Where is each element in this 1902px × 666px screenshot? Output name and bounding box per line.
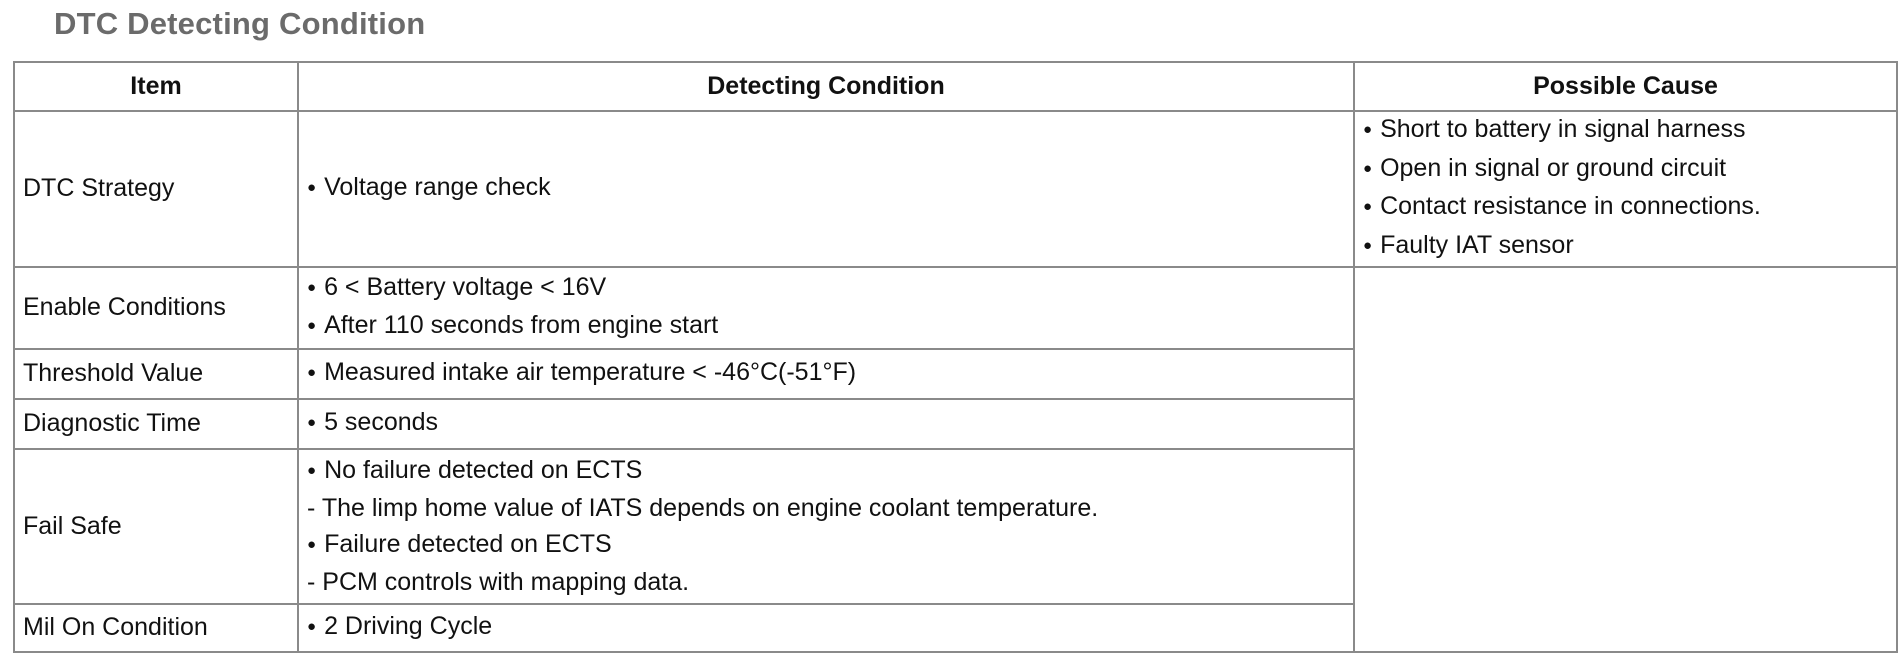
possible-cause-item: ● Short to battery in signal harness [1363,112,1888,151]
condition-line: ● Voltage range check [307,170,1345,209]
table-header-row [14,62,1897,111]
row-conditions-diagnostic-time [298,399,1354,449]
row-label-fail-safe: Fail Safe [14,449,298,604]
condition-line: ● 2 Driving Cycle [307,609,1345,648]
dtc-condition-table [13,61,1898,653]
row-conditions-enable [298,267,1354,349]
header-possible-cause: Possible Cause [1354,62,1897,111]
row-label-enable-conditions: Enable Conditions [14,267,298,349]
row-label-mil-on-condition: Mil On Condition [14,604,298,652]
condition-line: ● Measured intake air temperature < -46°C(-51°F) [307,355,1345,394]
table-row [14,267,1897,349]
condition-line: ● 5 seconds [307,405,1345,444]
row-label-dtc-strategy: DTC Strategy [14,111,298,267]
possible-cause-item: ● Open in signal or ground circuit [1363,151,1888,190]
possible-cause-empty-cell [1354,267,1897,652]
table-row [14,111,1897,267]
possible-cause-item: ● Contact resistance in connections. [1363,189,1888,228]
condition-line: ● Failure detected on ECTS [307,527,1345,566]
row-label-diagnostic-time: Diagnostic Time [14,399,298,449]
possible-cause-item: ● Faulty IAT sensor [1363,228,1888,267]
row-label-threshold-value: Threshold Value [14,349,298,399]
row-conditions-fail-safe [298,449,1354,604]
row-conditions-dtc-strategy [298,111,1354,267]
page-title: DTC Detecting Condition [54,6,426,41]
condition-line: ● No failure detected on ECTS [307,453,1345,492]
header-detecting-condition: Detecting Condition [298,62,1354,111]
condition-line: - The limp home value of IATS depends on engine coolant temperature. [307,494,1099,522]
condition-line: ● After 110 seconds from engine start [307,308,1345,347]
condition-line: ● 6 < Battery voltage < 16V [307,270,1345,309]
row-conditions-mil-on [298,604,1354,652]
header-item: Item [14,62,298,111]
possible-cause-list [1354,111,1897,267]
condition-line: - PCM controls with mapping data. [307,568,690,596]
row-conditions-threshold [298,349,1354,399]
